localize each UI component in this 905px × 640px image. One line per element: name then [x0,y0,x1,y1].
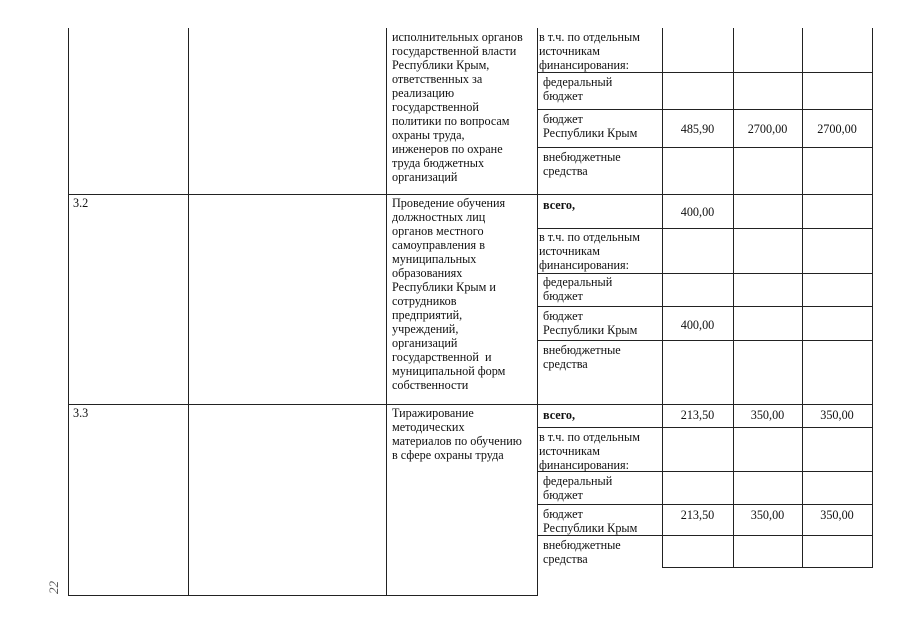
subrow-separator [537,306,872,307]
funding-source-label: федеральный бюджет [543,474,613,502]
subrow-separator [537,109,872,110]
funding-total-label: всего, [543,408,576,422]
funding-source-label: внебюджетные средства [543,343,621,371]
item-number: 3.2 [73,196,89,210]
column-divider-2 [386,28,387,596]
table-border-bottom-right [662,567,872,568]
activity-description: Проведение обучения должностных лиц органов местного самоуправления в муниципальных образованиях Республики Крым и сотрудников предприятий, учреждений, организаций государственной и муниципальной форм собственности [392,196,506,392]
amount-cell: 350,00 [750,408,785,422]
subrow-separator [537,340,872,341]
amount-cell: 2700,00 [747,122,788,136]
column-divider-1 [188,28,189,596]
amount-cell: 2700,00 [817,122,857,136]
item-number: 3.3 [73,406,89,420]
funding-source-label: в т.ч. по отдельным источникам финансирования: [539,230,640,272]
subrow-separator [537,273,872,274]
table-border-left [68,28,69,596]
funding-source-label: федеральный бюджет [543,275,613,303]
row-separator [68,194,872,195]
amount-cell: 485,90 [680,122,715,136]
funding-source-label: бюджет Республики Крым [543,309,638,337]
funding-source-label: бюджет Республики Крым [543,507,638,535]
activity-description: Тиражирование методических материалов по обучению в сфере охраны труда [392,406,522,462]
column-divider-3 [537,28,538,596]
funding-total-label: всего, [543,198,576,212]
row-separator [68,404,872,405]
amount-cell: 400,00 [680,318,715,332]
subrow-separator [537,535,872,536]
activity-description: исполнительных органов государственной власти Республики Крым, ответственных за реализацию государственной политики по вопросам охраны труда, инженеров по охране труда бюджетных организаций [392,30,523,184]
amount-cell: 350,00 [820,508,854,522]
amount-cell: 350,00 [820,408,854,422]
funding-source-label: в т.ч. по отдельным источникам финансирования: [539,430,640,472]
table-border-bottom-left [68,595,538,596]
funding-source-label: внебюджетные средства [543,150,621,178]
table-border-right [872,28,873,568]
subrow-separator [537,504,872,505]
amount-cell: 400,00 [680,205,715,219]
funding-source-label: в т.ч. по отдельным источникам финансирования: [539,30,640,72]
page-number: 22 [46,581,61,594]
amount-cell: 213,50 [680,408,715,422]
amount-cell: 213,50 [680,508,715,522]
subrow-separator [537,427,872,428]
subrow-separator [537,147,872,148]
funding-source-label: внебюджетные средства [543,538,621,566]
amount-cell: 350,00 [750,508,785,522]
funding-source-label: федеральный бюджет [543,75,613,103]
subrow-separator [537,72,872,73]
funding-source-label: бюджет Республики Крым [543,112,638,140]
subrow-separator [537,228,872,229]
